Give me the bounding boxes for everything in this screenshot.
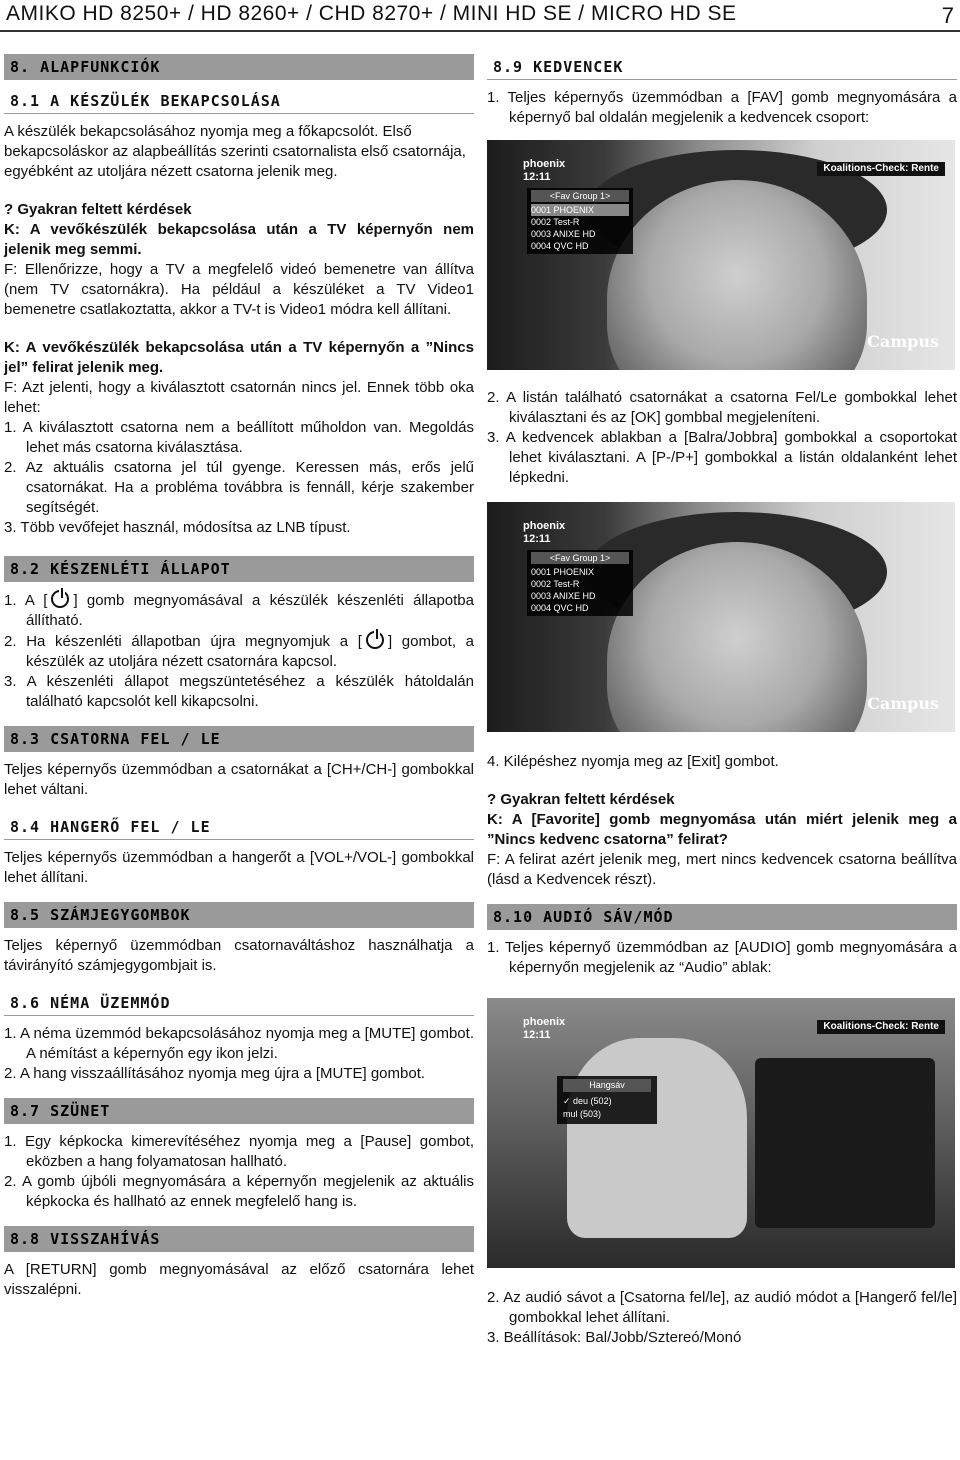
page-header <box>0 0 960 32</box>
section-8-8-heading: 8.8 VISSZAHÍVÁS <box>4 1226 474 1252</box>
faq-title: ? Gyakran feltett kérdések <box>487 791 675 808</box>
section-8-9-item-4: 4. Kilépéshez nyomja meg az [Exit] gombot. <box>487 753 779 770</box>
channel-logo: phoenix 12:11 <box>523 520 566 545</box>
faq-question-3: K: A [Favorite] gomb megnyomása után miért jelenik meg a ”Nincs kedvenc csatorna” felirat? <box>487 811 957 848</box>
section-8-6-list <box>4 1024 474 1084</box>
channel-logo: phoenix 12:11 <box>523 1016 566 1041</box>
right-column <box>487 54 957 1348</box>
favourites-menu <box>527 550 633 616</box>
section-8-10-heading: 8.10 AUDIÓ SÁV/MÓD <box>487 904 957 930</box>
list-item: 2. A hang visszaállításához nyomja meg újra a [MUTE] gombot. <box>4 1065 426 1082</box>
favourites-menu-item: 0003 ANIXE HD <box>531 229 596 239</box>
news-banner: Koalitions-Check: Rente <box>817 1020 945 1034</box>
header-title: AMIKO HD 8250+ / HD 8260+ / CHD 8270+ / MINI HD SE / MICRO HD SE <box>6 2 737 25</box>
section-8-5-text: Teljes képernyő üzemmódban csatornaváltáshoz használhatja a távirányító számjegygombjait is. <box>4 937 474 974</box>
audio-option: mul (503) <box>563 1109 602 1119</box>
faq-question-1: K: A vevőkészülék bekapcsolása után a TV képernyőn nem jelenik meg semmi. <box>4 221 474 258</box>
section-8-5-heading: 8.5 SZÁMJEGYGOMBOK <box>4 902 474 928</box>
power-icon <box>366 631 384 649</box>
list-item: 3. A készenléti állapot megszüntetéséhez a készülék hátoldalán található kapcsolót kell kikapcsolni. <box>4 673 474 710</box>
list-item: 2. Ha készenléti állapotban újra megnyomjuk a [ ] gombot, a készülék az utoljára nézett csatornára kapcsol. <box>4 633 475 670</box>
campus-logo: Campus <box>867 332 939 351</box>
favourites-menu-item: 0002 Test-R <box>531 579 580 589</box>
list-item: 2. Az audió sávot a [Csatorna fel/le], az audió módot a [Hangerő fel/le] gombokkal lehet állítani. <box>487 1289 957 1326</box>
channel-logo: phoenix 12:11 <box>523 158 566 183</box>
list-item: 1. A [ ] gomb megnyomásával a készülék készenléti állapotba állítható. <box>4 592 474 629</box>
photo-person <box>567 1038 747 1238</box>
audio-menu <box>557 1076 657 1124</box>
photo-stove <box>755 1058 935 1228</box>
audio-menu-title: Hangsáv <box>563 1079 651 1092</box>
section-8-7-list <box>4 1132 474 1212</box>
faq-answer-2-list <box>4 418 474 538</box>
section-8-1-text: A készülék bekapcsolásához nyomja meg a főkapcsolót. Első bekapcsoláskor az alapbeállítás szerinti csatornalista első csatornája, egyébként az utoljára nézett csatorna jelenik meg. <box>4 123 466 180</box>
favourites-menu-item: 0004 QVC HD <box>531 241 589 251</box>
favourites-menu-item: 0001 PHOENIX <box>531 567 595 577</box>
section-8-heading: 8. ALAPFUNKCIÓK <box>4 54 474 80</box>
section-8-4-text: Teljes képernyős üzemmódban a hangerőt a [VOL+/VOL-] gombokkal lehet állítani. <box>4 849 474 886</box>
section-8-9-heading: 8.9 KEDVENCEK <box>487 54 957 80</box>
section-8-4-heading: 8.4 HANGERŐ FEL / LE <box>4 814 474 840</box>
favourites-menu-title: <Fav Group 1> <box>531 190 629 202</box>
faq-answer-3: F: A felirat azért jelenik meg, mert nincs kedvencek csatorna beállítva (lásd a Kedvencek részt). <box>487 851 957 888</box>
favourites-menu-item: 0002 Test-R <box>531 217 580 227</box>
section-8-9-list <box>487 388 957 488</box>
power-icon <box>51 590 69 608</box>
section-8-1-heading: 8.1 A KÉSZÜLÉK BEKAPCSOLÁSA <box>4 88 474 114</box>
list-item: 1. A néma üzemmód bekapcsolásához nyomja meg a [MUTE] gombot. A némítást a képernyőn egy ikon jelzi. <box>4 1025 474 1062</box>
list-item: 2. Az aktuális csatorna jel túl gyenge. Keressen más, erős jelű csatornákat. Ha a probléma továbbra is fennáll, kérje szakember segítségét. <box>4 459 474 516</box>
page-number: 7 <box>941 3 954 28</box>
list-item: 2. A gomb újbóli megnyomására a képernyőn megjelenik az aktuális képkocka és hallható az ennek megfelelő hang is. <box>4 1173 474 1210</box>
section-8-2-heading: 8.2 KÉSZENLÉTI ÁLLAPOT <box>4 556 474 582</box>
list-item: 2. A listán található csatornákat a csatorna Fel/Le gombokkal lehet kiválasztani és az [OK] gombbal megjeleníteni. <box>487 389 957 426</box>
news-banner: Koalitions-Check: Rente <box>817 162 945 176</box>
list-item: 3. A kedvencek ablakban a [Balra/Jobbra] gombokkal a csoportokat lehet kiválasztani. A [P-/P+] gombokkal a listán oldalanként lehet lépkedni. <box>487 429 957 486</box>
favourites-menu <box>527 188 633 254</box>
section-8-3-heading: 8.3 CSATORNA FEL / LE <box>4 726 474 752</box>
favourites-screenshot-2 <box>487 502 955 732</box>
audio-option: ✓ deu (502) <box>563 1096 612 1106</box>
campus-logo: Campus <box>867 694 939 713</box>
section-8-2-list <box>4 590 474 712</box>
list-item: 1. Egy képkocka kimerevítéséhez nyomja meg a [Pause] gombot, eközben a hang folyamatosan hallható. <box>4 1133 474 1170</box>
section-8-8-text: A [RETURN] gomb megnyomásával az előző csatornára lehet visszalépni. <box>4 1261 474 1298</box>
section-8-9-item-1: 1. Teljes képernyős üzemmódban a [FAV] gomb megnyomására a képernyő bal oldalán megjelenik a kedvencek csoport: <box>487 89 957 126</box>
list-item: 3. Beállítások: Bal/Jobb/Sztereó/Monó <box>487 1329 742 1346</box>
list-item: 1. A kiválasztott csatorna nem a beállított műholdon van. Megoldás lehet más csatorna kiválasztása. <box>4 419 474 456</box>
section-8-10-item-1: 1. Teljes képernyő üzemmódban az [AUDIO] gomb megnyomására a képernyőn megjelenik az “Audio” ablak: <box>487 939 957 976</box>
section-8-10-list <box>487 1288 957 1348</box>
faq-answer-1: F: Ellenőrizze, hogy a TV a megfelelő videó bemenetre van állítva (nem TV csatornákra). Ha például a készüléket a TV Video1 bemenetre csatlakoztatta, akkor a TV-t is Video1 módra kell állítani. <box>4 261 474 318</box>
audio-screenshot <box>487 998 955 1268</box>
favourites-menu-item: 0001 PHOENIX <box>531 204 629 216</box>
list-item: 3. Több vevőfejet használ, módosítsa az LNB típust. <box>4 519 351 536</box>
faq-question-2: K: A vevőkészülék bekapcsolása után a TV képernyőn a ”Nincs jel” felirat jelenik meg. <box>4 339 474 376</box>
favourites-menu-title: <Fav Group 1> <box>531 552 629 564</box>
left-column <box>4 54 474 1300</box>
faq-answer-2: F: Azt jelenti, hogy a kiválasztott csatornán nincs jel. Ennek több oka lehet: <box>4 379 474 416</box>
favourites-screenshot <box>487 140 955 370</box>
favourites-menu-item: 0004 QVC HD <box>531 603 589 613</box>
favourites-menu-item: 0003 ANIXE HD <box>531 591 596 601</box>
section-8-6-heading: 8.6 NÉMA ÜZEMMÓD <box>4 990 474 1016</box>
section-8-3-text: Teljes képernyős üzemmódban a csatornákat a [CH+/CH-] gombokkal lehet váltani. <box>4 761 474 798</box>
faq-title: ? Gyakran feltett kérdések <box>4 201 192 218</box>
section-8-7-heading: 8.7 SZÜNET <box>4 1098 474 1124</box>
